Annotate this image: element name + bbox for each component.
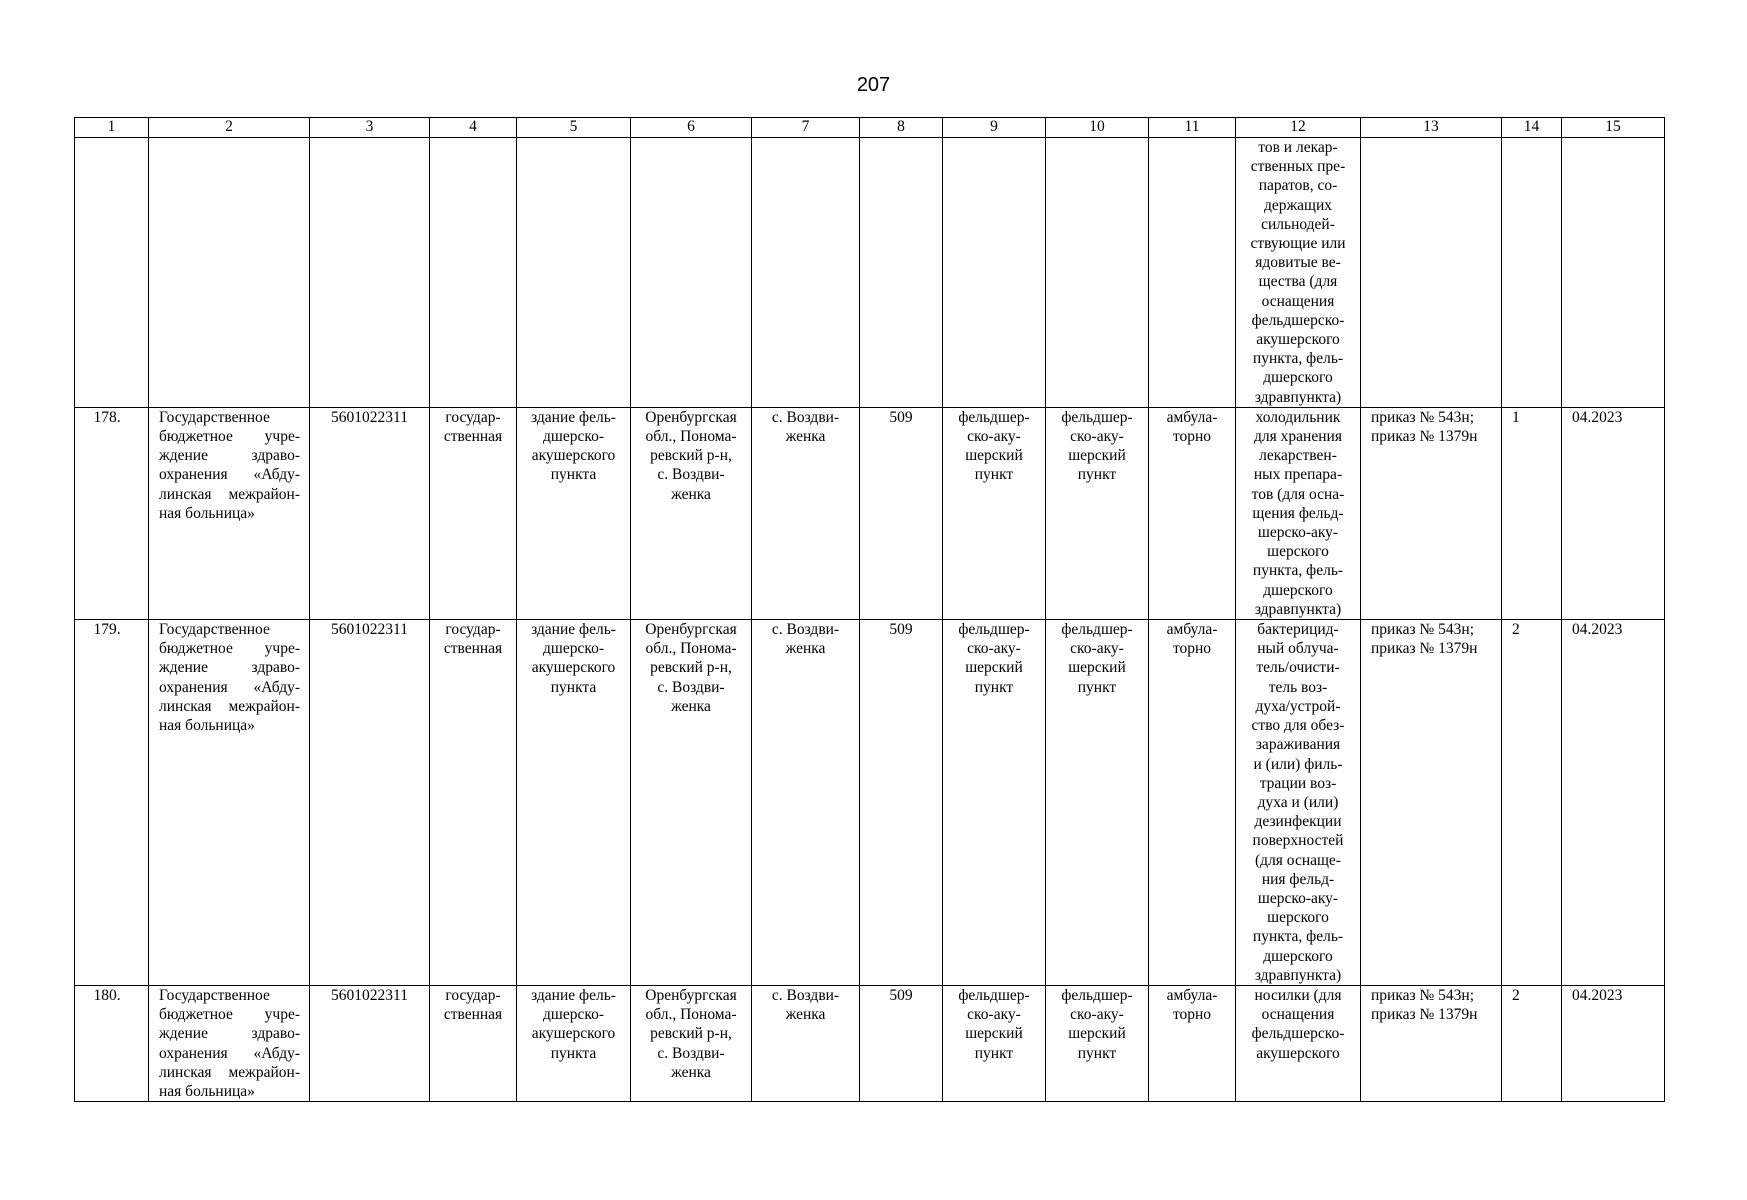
- column-header: 12: [1236, 118, 1361, 138]
- building-cell: здание фель- дшерско- акушерского пункта: [517, 985, 631, 1101]
- column-header: 8: [860, 118, 943, 138]
- row-number-cell: 178.: [75, 407, 149, 619]
- continuation-row: [75, 138, 1665, 408]
- code-cell: 509: [860, 985, 943, 1101]
- settlement-cell: с. Воздви- женка: [752, 620, 860, 986]
- registry-table: [74, 117, 1665, 1102]
- orders-cell: приказ № 543н; приказ № 1379н: [1361, 985, 1502, 1101]
- settlement-cell: с. Воздви- женка: [752, 407, 860, 619]
- column-header: 9: [943, 118, 1046, 138]
- column-number-row: [75, 118, 1665, 138]
- column-header: 4: [430, 118, 517, 138]
- organization-cell: Государственное бюджетное учре-ждение здраво-охранения «Абду-линская межрайон-ная больница»: [149, 985, 310, 1101]
- building-cell: здание фель- дшерско- акушерского пункта: [517, 407, 631, 619]
- ownership-cell: государ- ственная: [430, 985, 517, 1101]
- column-header: 14: [1502, 118, 1562, 138]
- unit-name-cell: фельдшер- ско-аку- шерский пункт: [1046, 620, 1149, 986]
- address-cell: Оренбургская обл., Понома- ревский р-н, с. Воздви- женка: [631, 985, 752, 1101]
- date-cell: 04.2023: [1562, 985, 1665, 1101]
- care-form-cell: амбула- торно: [1149, 620, 1236, 986]
- date-cell: 04.2023: [1562, 620, 1665, 986]
- column-header: 3: [310, 118, 430, 138]
- unit-type-cell: фельдшер- ско-аку- шерский пункт: [943, 985, 1046, 1101]
- row-number-cell: 179.: [75, 620, 149, 986]
- orders-cell: приказ № 543н; приказ № 1379н: [1361, 620, 1502, 986]
- equipment-cell: бактерицид- ный облуча- тель/очисти- тель воз- духа/устрой- ство для обез- зараживания и (или) филь- трации воз- духа и (или) дезинфекции поверхностей (для оснаще- ния фельд- шерско-аку- шерского пункта, фель- дшерского здравпункта): [1236, 620, 1361, 986]
- inn-cell: 5601022311: [310, 620, 430, 986]
- care-form-cell: амбула- торно: [1149, 407, 1236, 619]
- building-cell: здание фель- дшерско- акушерского пункта: [517, 620, 631, 986]
- table-row: [75, 985, 1665, 1101]
- organization-cell: Государственное бюджетное учре-ждение здраво-охранения «Абду-линская межрайон-ная больница»: [149, 620, 310, 986]
- column-header: 1: [75, 118, 149, 138]
- date-cell: 04.2023: [1562, 407, 1665, 619]
- column-header: 2: [149, 118, 310, 138]
- column-header: 7: [752, 118, 860, 138]
- settlement-cell: с. Воздви- женка: [752, 985, 860, 1101]
- care-form-cell: амбула- торно: [1149, 985, 1236, 1101]
- unit-type-cell: фельдшер- ско-аку- шерский пункт: [943, 620, 1046, 986]
- quantity-cell: 2: [1502, 985, 1562, 1101]
- column-header: 13: [1361, 118, 1502, 138]
- equipment-cell: холодильник для хранения лекарствен- ных препара- тов (для осна- щения фельд- шерско-аку- шерского пункта, фель- дшерского здравпункта): [1236, 407, 1361, 619]
- equipment-cell: носилки (для оснащения фельдшерско- акушерского: [1236, 985, 1361, 1101]
- address-cell: Оренбургская обл., Понома- ревский р-н, с. Воздви- женка: [631, 620, 752, 986]
- address-cell: Оренбургская обл., Понома- ревский р-н, с. Воздви- женка: [631, 407, 752, 619]
- unit-name-cell: фельдшер- ско-аку- шерский пункт: [1046, 985, 1149, 1101]
- row-number-cell: 180.: [75, 985, 149, 1101]
- inn-cell: 5601022311: [310, 407, 430, 619]
- ownership-cell: государ- ственная: [430, 407, 517, 619]
- unit-type-cell: фельдшер- ско-аку- шерский пункт: [943, 407, 1046, 619]
- equipment-cell: тов и лекар- ственных пре- паратов, со- держащих сильнодей- ствующие или ядовитые ве- щества (для оснащения фельдшерско- акушерского пункта, фель- дшерского здравпункта): [1236, 138, 1361, 408]
- page-number: 207: [856, 74, 891, 96]
- orders-cell: приказ № 543н; приказ № 1379н: [1361, 407, 1502, 619]
- inn-cell: 5601022311: [310, 985, 430, 1101]
- column-header: 6: [631, 118, 752, 138]
- quantity-cell: 1: [1502, 407, 1562, 619]
- code-cell: 509: [860, 620, 943, 986]
- table-row: [75, 620, 1665, 986]
- column-header: 5: [517, 118, 631, 138]
- column-header: 11: [1149, 118, 1236, 138]
- organization-cell: Государственное бюджетное учре-ждение здраво-охранения «Абду-линская межрайон-ная больница»: [149, 407, 310, 619]
- table-row: [75, 407, 1665, 619]
- column-header: 10: [1046, 118, 1149, 138]
- code-cell: 509: [860, 407, 943, 619]
- ownership-cell: государ- ственная: [430, 620, 517, 986]
- column-header: 15: [1562, 118, 1665, 138]
- quantity-cell: 2: [1502, 620, 1562, 986]
- unit-name-cell: фельдшер- ско-аку- шерский пункт: [1046, 407, 1149, 619]
